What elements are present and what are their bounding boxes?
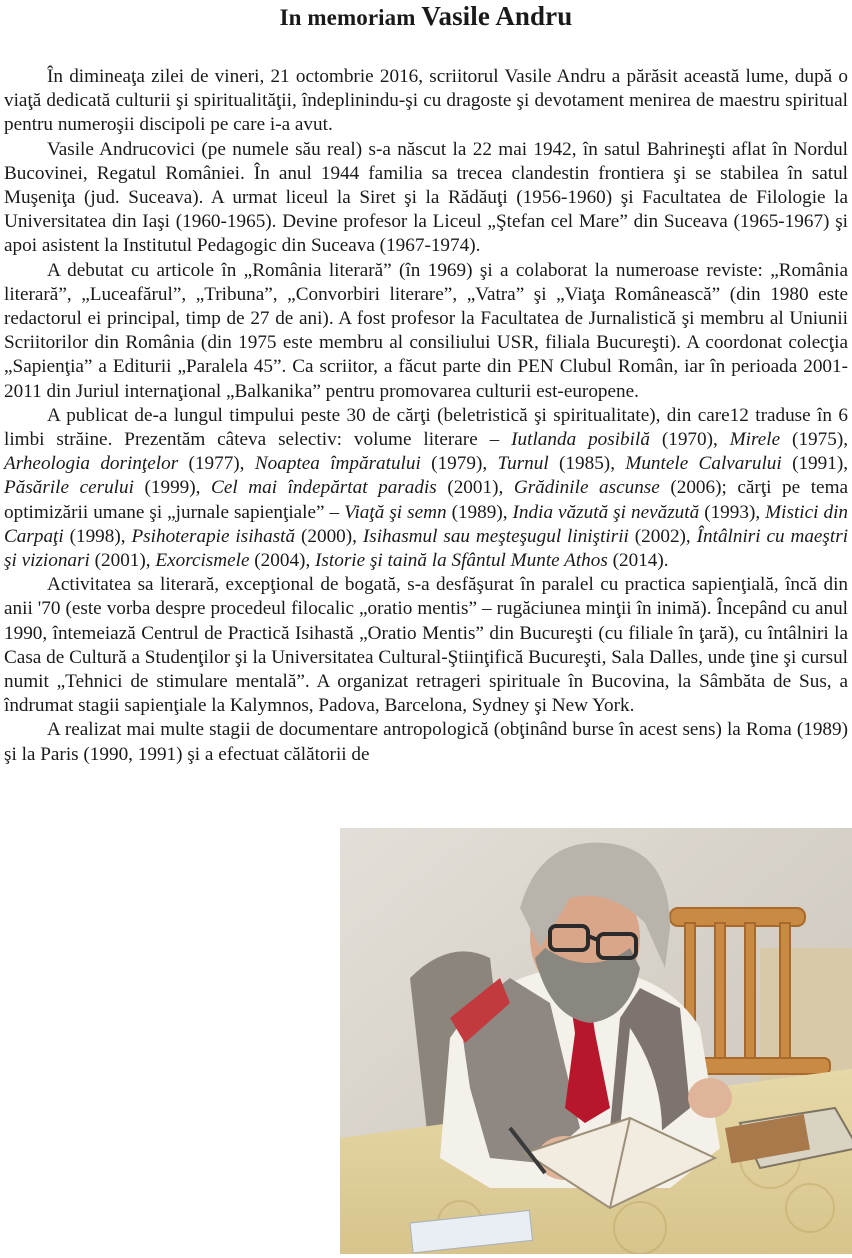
page [4, 0, 848, 1258]
paragraph-1: În dimineaţa zilei de vineri, 21 octombrie 2016, scriitorul Vasile Andru a părăsit această lume, după o viaţă dedicată culturii şi spiritualităţii, îndeplinindu-şi cu dragoste şi devotament menirea de maestru spiritual pentru numeroşii discipoli pe care i-a avut. [4, 66, 848, 136]
paragraph-4: A publicat de-a lungul timpului peste 30 de cărţi (beletristică şi spiritualitate), din care12 traduse în 6 limbi străine. Prezentăm câteva selectiv: volume literare – Iutlanda posibilă (1970), Mirele (1975), Arheologia dorinţelor (1977), Noaptea împăratului (1979), Turnul (1985), Muntele Calvarului (1991), Păsările cerului (1999), Cel mai îndepărtat paradis (2001), Grădinile ascunse (2006); cărţi pe tema optimizării umane şi „jurnale sapienţiale” – Viaţă şi semn (1989), India văzută şi nevăzută (1993), Mistici din Carpaţi (1998), Psihoterapie isihastă (2000), Isihasmul sau meşteşugul liniştirii (2002), Întâlniri cu maeştri şi vizionari (2001), Exorcismele (2004), Istorie şi taină la Sfântul Munte Athos (2014). [4, 404, 849, 572]
title-prefix: In memoriam [279, 5, 416, 30]
paragraph-3: A debutat cu articole în „România literară” (în 1969) şi a colaborat la numeroase reviste: „România literară”, „Luceafărul”, „Tribuna”, „Convorbiri literare”, „Vatra” şi „Viaţa Românească” (din 1980 este redactorul ei principal, timp de 27 de ani). A fost profesor la Facultatea de Jurnalistică şi membru al Uniunii Scriitorilor din România (din 1975 este membru al consiliului USR, filiala Bucureşti). A coordonat colecţia „Sapienţia” a Editurii „Paralela 45”. Ca scriitor, a făcut parte din PEN Clubul Român, iar în perioada 2001-2011 din Juriul internaţional „Balkanika” pentru promovarea culturii est-europene. [4, 259, 848, 402]
author-photo [340, 828, 852, 1254]
page-title [4, 0, 848, 32]
paragraph-5-text: Activitatea sa literară, excepţional de bogată, s-a desfăşurat în paralel cu practica sapienţială, încă din anii '70 (este vorba despre procedeul filocalic „oratio mentis” – rugăciunea minţii în inimă). Începând cu anul 1990, întemeiază Centrul de Practică Isihastă „Oratio Mentis” din Bucureşti (cu filiale în ţară), cu întâlniri la Casa de Cultură a Studenţilor şi la Universitatea Cultural-Ştiinţifică Bucureşti, Sala Dalles, unde ţine şi cursul numit „Tehnici de stimulare mentală”. A organizat retrageri spirituale în Bucovina, la Sâmbăta de Sus, a îndrumat stagii sapienţiale la Kalymnos, Padova, Barcelona, Sydney şi New York. [4, 574, 848, 717]
title-name: Vasile Andru [421, 1, 573, 31]
paragraph-2: Vasile Andrucovici (pe numele său real) s-a născut la 22 mai 1942, în satul Bahrineşti aflat în Nordul Bucovinei, Regatul României. În anul 1944 familia sa trecea clandestin frontiera şi se stabilea în satul Muşeniţa (jud. Suceava). A urmat liceul la Siret şi la Rădăuţi (1956-1960) şi Facultatea de Filologie la Universitatea din Iaşi (1960-1965). Devine profesor la Liceul „Ştefan cel Mare” din Suceava (1965-1967) şi apoi asistent la Institutul Pedagogic din Suceava (1967-1974). [4, 138, 848, 257]
article-body [4, 65, 848, 767]
paragraph-6: A realizat mai multe stagii de documentare antropologică (obţinând burse în acest sens) la Roma (1989) şi la Paris (1990, 1991) şi a efectuat călătorii de [4, 719, 848, 765]
author-signing-book-photo-icon [340, 828, 852, 1254]
paragraph-5 [4, 573, 848, 718]
